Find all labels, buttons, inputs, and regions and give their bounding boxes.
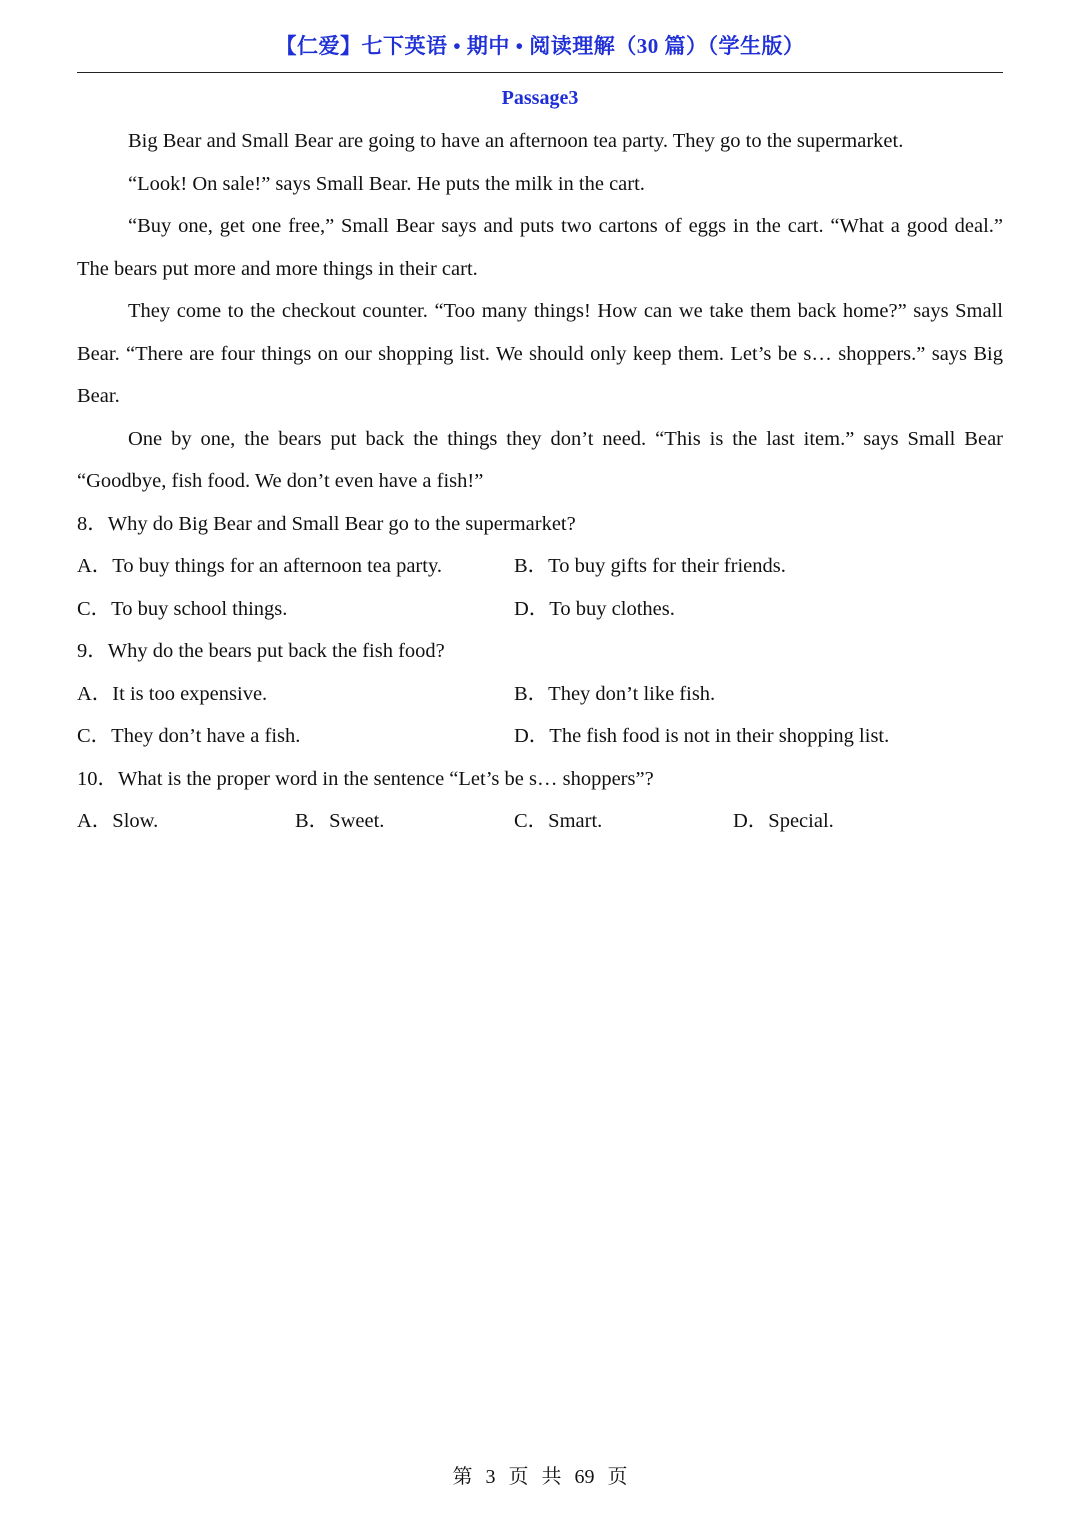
passage-paragraph: They come to the checkout counter. “Too many things! How can we take them back home?” says Small Bear. “There are four things on our shopping list. We should only keep them. Let’s be s… shoppers.” says Big Bear. — [77, 300, 1003, 407]
passage-title: Passage3 — [501, 87, 579, 109]
option-9-d: D．The fish food is not in their shopping list. — [514, 725, 890, 747]
option-9-b: B．They don’t like fish. — [514, 682, 716, 705]
passage-content — [77, 120, 1003, 843]
page-number: 第 3 页 共 69 页 — [452, 1466, 628, 1488]
option-9-c: C．They don’t have a fish. — [77, 725, 301, 747]
document-header-title: 【仁爱】七下英语 • 期中 • 阅读理解（30 篇）（学生版） — [275, 34, 805, 58]
question-10: 10．What is the proper word in the sentence “Let’s be s… shoppers”? — [77, 767, 654, 790]
option-10-b: B．Sweet. — [295, 810, 385, 832]
passage-paragraph: Big Bear and Small Bear are going to have an afternoon tea party. They go to the supermarket. — [128, 130, 904, 152]
question-9-options — [77, 673, 1003, 758]
header-divider — [77, 72, 1003, 73]
option-9-a: A．It is too expensive. — [77, 682, 268, 705]
question-10-options — [77, 800, 1003, 843]
option-8-b: B．To buy gifts for their friends. — [514, 555, 786, 577]
passage-paragraph: One by one, the bears put back the things they don’t need. “This is the last item.” says Small Bear “Goodbye, fish food. We don’t even have a fish!” — [77, 427, 1003, 492]
option-10-a: A．Slow. — [77, 810, 159, 832]
option-8-c: C．To buy school things. — [77, 597, 288, 620]
option-10-c: C．Smart. — [514, 810, 603, 832]
passage-paragraph: “Buy one, get one free,” Small Bear says and puts two cartons of eggs in the cart. “What a good deal.” The bears put more and more things in their cart. — [77, 215, 1003, 280]
option-8-a: A．To buy things for an afternoon tea party. — [77, 555, 442, 577]
option-10-d: D．Special. — [733, 810, 834, 832]
option-8-d: D．To buy clothes. — [514, 597, 675, 620]
question-8: 8．Why do Big Bear and Small Bear go to the supermarket? — [77, 512, 576, 535]
question-8-options — [77, 545, 1003, 630]
question-9: 9．Why do the bears put back the fish food? — [77, 640, 445, 662]
passage-paragraph: “Look! On sale!” says Small Bear. He puts the milk in the cart. — [128, 172, 645, 195]
